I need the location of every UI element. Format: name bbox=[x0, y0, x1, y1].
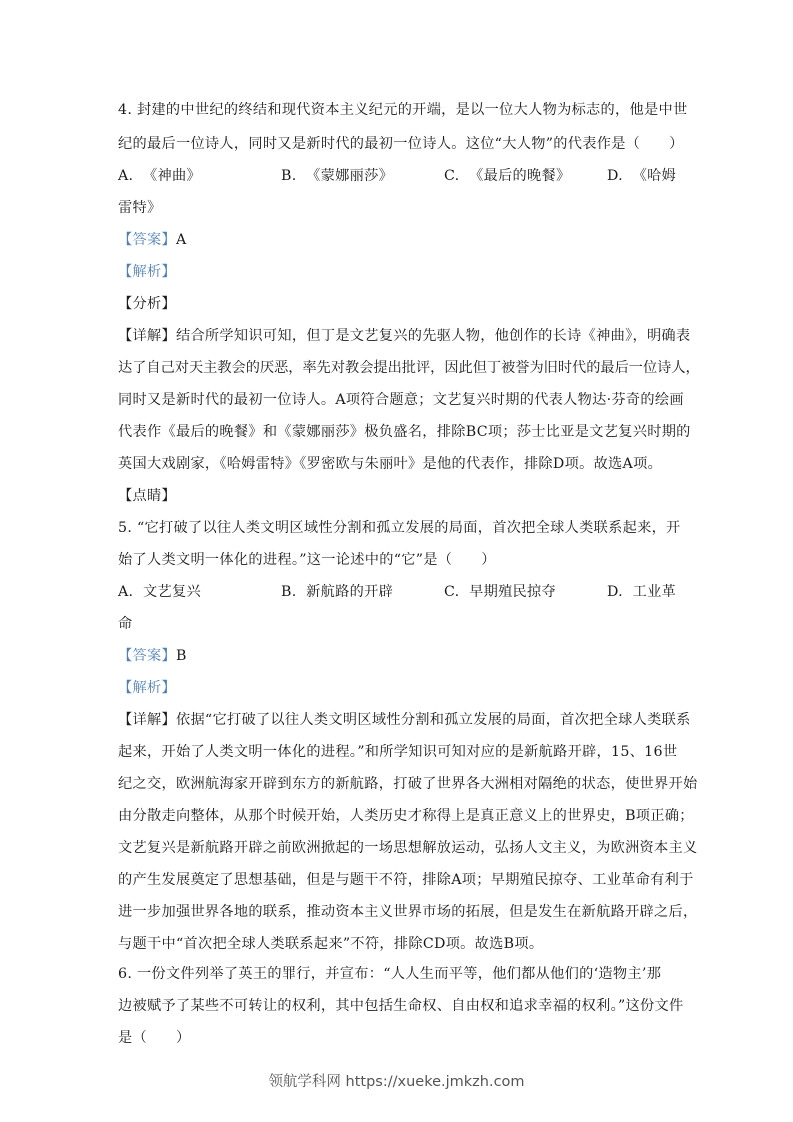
q6-stem-line-2: 边被赋予了某些不可转让的权利，其中包括生命权、自由权和追求幸福的权利。”这份文件 bbox=[118, 998, 684, 1014]
footer-watermark: 领航学科网 https://xueke.jmkzh.com bbox=[268, 1074, 525, 1090]
q5-option-c: C. 早期殖民掠夺 bbox=[444, 584, 557, 600]
q4-detail-line-2: 达了自己对天主教会的厌恶，率先对教会提出批评，因此但丁被誉为旧时代的最后一位诗人， bbox=[118, 360, 700, 376]
q4-dianjing-label: 【点睛】 bbox=[118, 488, 176, 504]
q5-detail-line-4: 由分散走向整体，从那个时候开始，人类历史才称得上是真正意义上的世界史，B项正确； bbox=[118, 808, 694, 824]
q5-detail-line-3: 纪之交，欧洲航海家开辟到东方的新航路，打破了世界各大洲相对隔绝的状态，使世界开始 bbox=[118, 776, 698, 792]
q5-detail-line-1: 【详解】依据“它打破了以往人类文明区域性分割和孤立发展的局面，首次把全球人类联系 bbox=[118, 712, 691, 728]
detail-label: 【详解】 bbox=[118, 712, 176, 728]
q5-detail-line-5: 文艺复兴是新航路开辟之前欧洲掀起的一场思想解放运动，弘扬人文主义，为欧洲资本主义 bbox=[118, 840, 698, 856]
q4-option-a: A. 《神曲》 bbox=[118, 168, 201, 184]
q4-detail-line-1: 【详解】结合所学知识可知，但丁是文艺复兴的先驱人物，他创作的长诗《神曲》，明确表 bbox=[118, 328, 691, 344]
q5-option-d: D. 工业革 bbox=[607, 584, 677, 600]
q5-option-a: A. 文艺复兴 bbox=[118, 584, 201, 600]
q5-stem-line-2: 始了人类文明一体化的进程。”这一论述中的“它”是（ ） bbox=[118, 552, 496, 568]
answer-label: 【答案】 bbox=[118, 232, 176, 248]
q5-answer bbox=[118, 646, 187, 666]
q4-detail-line-3: 同时又是新时代的最初一位诗人。A项符合题意；文艺复兴时期的代表人物达·芬奇的绘画 bbox=[118, 392, 684, 408]
q4-detail-line-5: 英国大戏剧家，《哈姆雷特》《罗密欧与朱丽叶》是他的代表作，排除D项。故选A项。 bbox=[118, 456, 663, 472]
q4-option-c: C. 《最后的晚餐》 bbox=[444, 168, 571, 184]
q4-analysis-label: 【解析】 bbox=[118, 264, 176, 280]
q5-detail-line-2: 起来，开始了人类文明一体化的进程。”和所学知识可知对应的是新航路开辟，15、16世 bbox=[118, 744, 678, 760]
q4-option-d: D. 《哈姆 bbox=[607, 168, 677, 184]
q4-stem-line-1: 4. 封建的中世纪的终结和现代资本主义纪元的开端，是以一位大人物为标志的，他是中世 bbox=[118, 102, 688, 118]
q5-option-wrap: 命 bbox=[118, 616, 133, 632]
q5-stem-line-1: 5. “它打破了以往人类文明区域性分割和孤立发展的局面，首次把全球人类联系起来，开 bbox=[118, 520, 681, 536]
q6-stem-line-3: 是（ ） bbox=[118, 1030, 191, 1046]
q4-option-wrap: 雷特》 bbox=[118, 200, 162, 216]
q4-fenxi-label: 【分析】 bbox=[118, 296, 176, 312]
answer-value: A bbox=[175, 232, 187, 248]
q5-detail-line-7: 进一步加强世界各地的联系，推动资本主义世界市场的拓展，但是发生在新航路开辟之后， bbox=[118, 904, 698, 920]
q5-detail-line-8: 与题干中“首次把全球人类联系起来”不符，排除CD项。故选B项。 bbox=[118, 936, 544, 952]
q4-answer bbox=[118, 230, 187, 250]
q4-stem-line-2: 纪的最后一位诗人，同时又是新时代的最初一位诗人。这位“大人物”的代表作是（ ） bbox=[118, 136, 684, 152]
answer-value: B bbox=[175, 648, 187, 664]
q4-option-b: B. 《蒙娜丽莎》 bbox=[281, 168, 394, 184]
answer-label: 【答案】 bbox=[118, 648, 176, 664]
q4-detail-line-4: 代表作《最后的晚餐》和《蒙娜丽莎》极负盛名，排除BC项；莎士比亚是文艺复兴时期的 bbox=[118, 424, 691, 440]
detail-label: 【详解】 bbox=[118, 328, 176, 344]
q5-option-b: B. 新航路的开辟 bbox=[281, 584, 394, 600]
q5-detail-line-6: 的产生发展奠定了思想基础，但是与题干不符，排除A项；早期殖民掠夺、工业革命有利于 bbox=[118, 872, 694, 888]
q6-stem-line-1: 6. 一份文件列举了英王的罪行，并宣布：“人人生而平等，他们都从他们的‘造物主’那 bbox=[118, 966, 662, 982]
q5-analysis-label: 【解析】 bbox=[118, 680, 176, 696]
